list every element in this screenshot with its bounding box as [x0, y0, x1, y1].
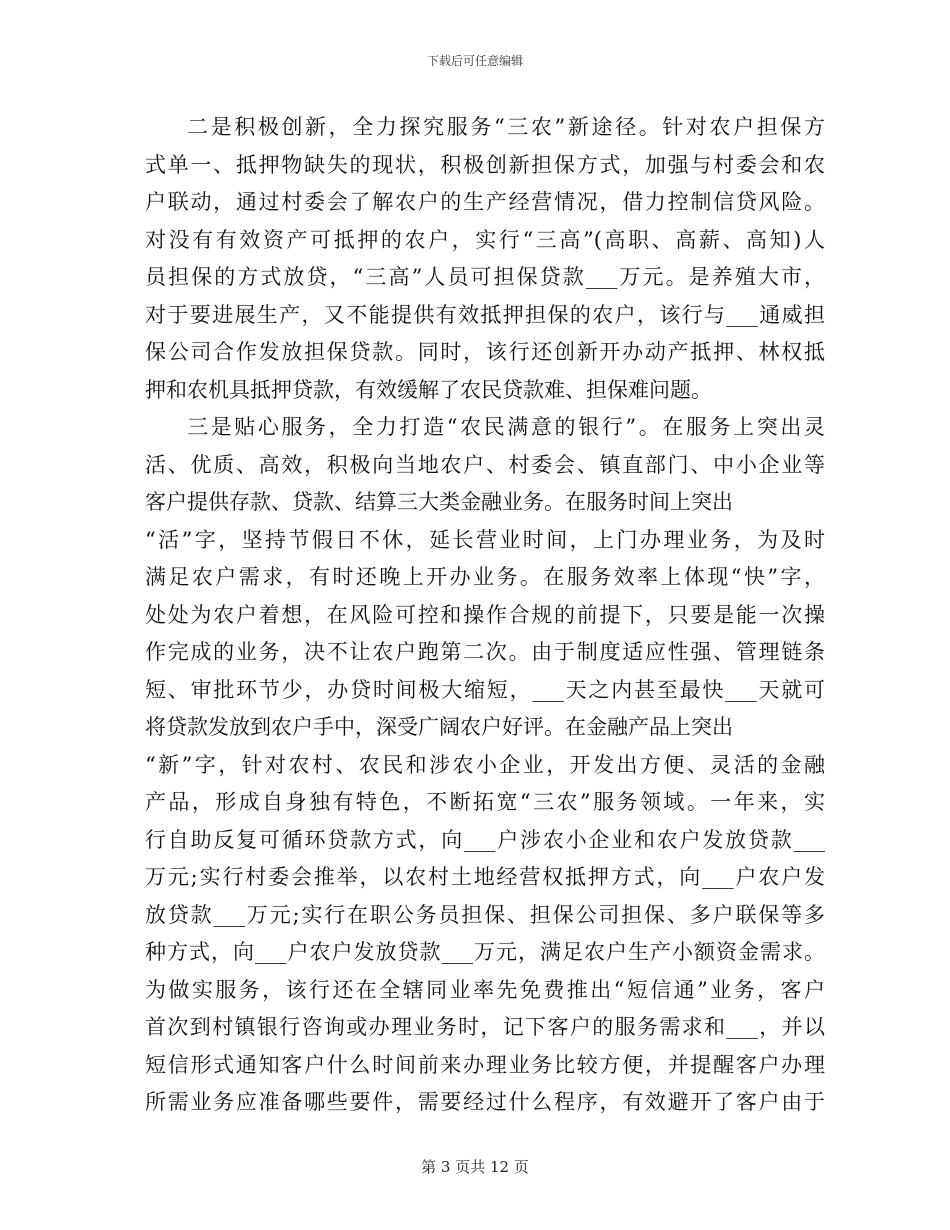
body-line: 产品，形成自身独有特色，不断拓宽“三农”服务领域。一年来，实 — [145, 790, 825, 814]
body-line: 种方式，向___户农户发放贷款___万元，满足农户生产小额资金需求。 — [145, 940, 825, 964]
body-line: 处处为农户着想，在风险可控和操作合规的前提下，只要是能一次操 — [145, 602, 825, 627]
body-line: 三是贴心服务，全力打造“农民满意的银行”。在服务上突出灵 — [187, 415, 825, 439]
body-line: 式单一、抵押物缺失的现状，积极创新担保方式，加强与村委会和农 — [145, 152, 825, 177]
body-line: 为做实服务，该行还在全辖同业率先免费推出“短信通”业务，客户 — [145, 977, 825, 1002]
body-line: 户联动，通过村委会了解农户的生产经营情况，借力控制信贷风险。 — [145, 190, 825, 214]
page-header: 下载后可任意编辑 — [426, 54, 523, 68]
page-number-footer: 第 3 页共 12 页 — [421, 1158, 529, 1176]
body-line: 保公司合作发放担保贷款。同时，该行还创新开办动产抵押、林权抵 — [145, 340, 825, 364]
body-line: 二是积极创新，全力探究服务“三农”新途径。针对农户担保方 — [187, 115, 825, 139]
body-line: 活、优质、高效，积极向当地农户、村委会、镇直部门、中小企业等 — [145, 452, 825, 477]
body-line: 押和农机具抵押贷款，有效缓解了农民贷款难、担保难问题。 — [145, 377, 712, 402]
body-line: 万元;实行村委会推举，以农村土地经营权抵押方式，向___户农户发 — [145, 865, 825, 889]
body-line: 员担保的方式放贷，“三高”人员可担保贷款___万元。是养殖大市， — [145, 265, 825, 289]
body-line: 行自助反复可循环贷款方式，向___户涉农小企业和农户发放贷款___ — [145, 827, 825, 852]
body-line: 放贷款___万元;实行在职公务员担保、担保公司担保、多户联保等多 — [145, 902, 825, 927]
body-line: 对没有有效资产可抵押的农户，实行“三高”(高职、高薪、高知)人 — [145, 227, 825, 252]
body-line: 作完成的业务，决不让农户跑第二次。由于制度适应性强、管理链条 — [145, 640, 825, 664]
body-line: 满足农户需求，有时还晚上开办业务。在服务效率上体现“快”字， — [145, 565, 825, 589]
body-line: 短、审批环节少，办贷时间极大缩短，___天之内甚至最快___天就可 — [145, 677, 825, 702]
body-line: 对于要进展生产，又不能提供有效抵押担保的农户，该行与___通威担 — [145, 302, 825, 327]
body-line: 所需业务应准备哪些要件，需要经过什么程序，有效避开了客户由于 — [145, 1090, 825, 1114]
body-line: 首次到村镇银行咨询或办理业务时，记下客户的服务需求和___，并以 — [145, 1015, 825, 1039]
body-line: 短信形式通知客户什么时间前来办理业务比较方便，并提醒客户办理 — [145, 1052, 825, 1077]
body-line: 将贷款发放到农户手中，深受广阔农户好评。在金融产品上突出 — [145, 715, 733, 739]
body-line: “活”字，坚持节假日不休，延长营业时间，上门办理业务，为及时 — [145, 527, 825, 552]
body-line: 客户提供存款、贷款、结算三大类金融业务。在服务时间上突出 — [145, 490, 733, 514]
body-line: “新”字，针对农村、农民和涉农小企业，开发出方便、灵活的金融 — [145, 752, 825, 777]
